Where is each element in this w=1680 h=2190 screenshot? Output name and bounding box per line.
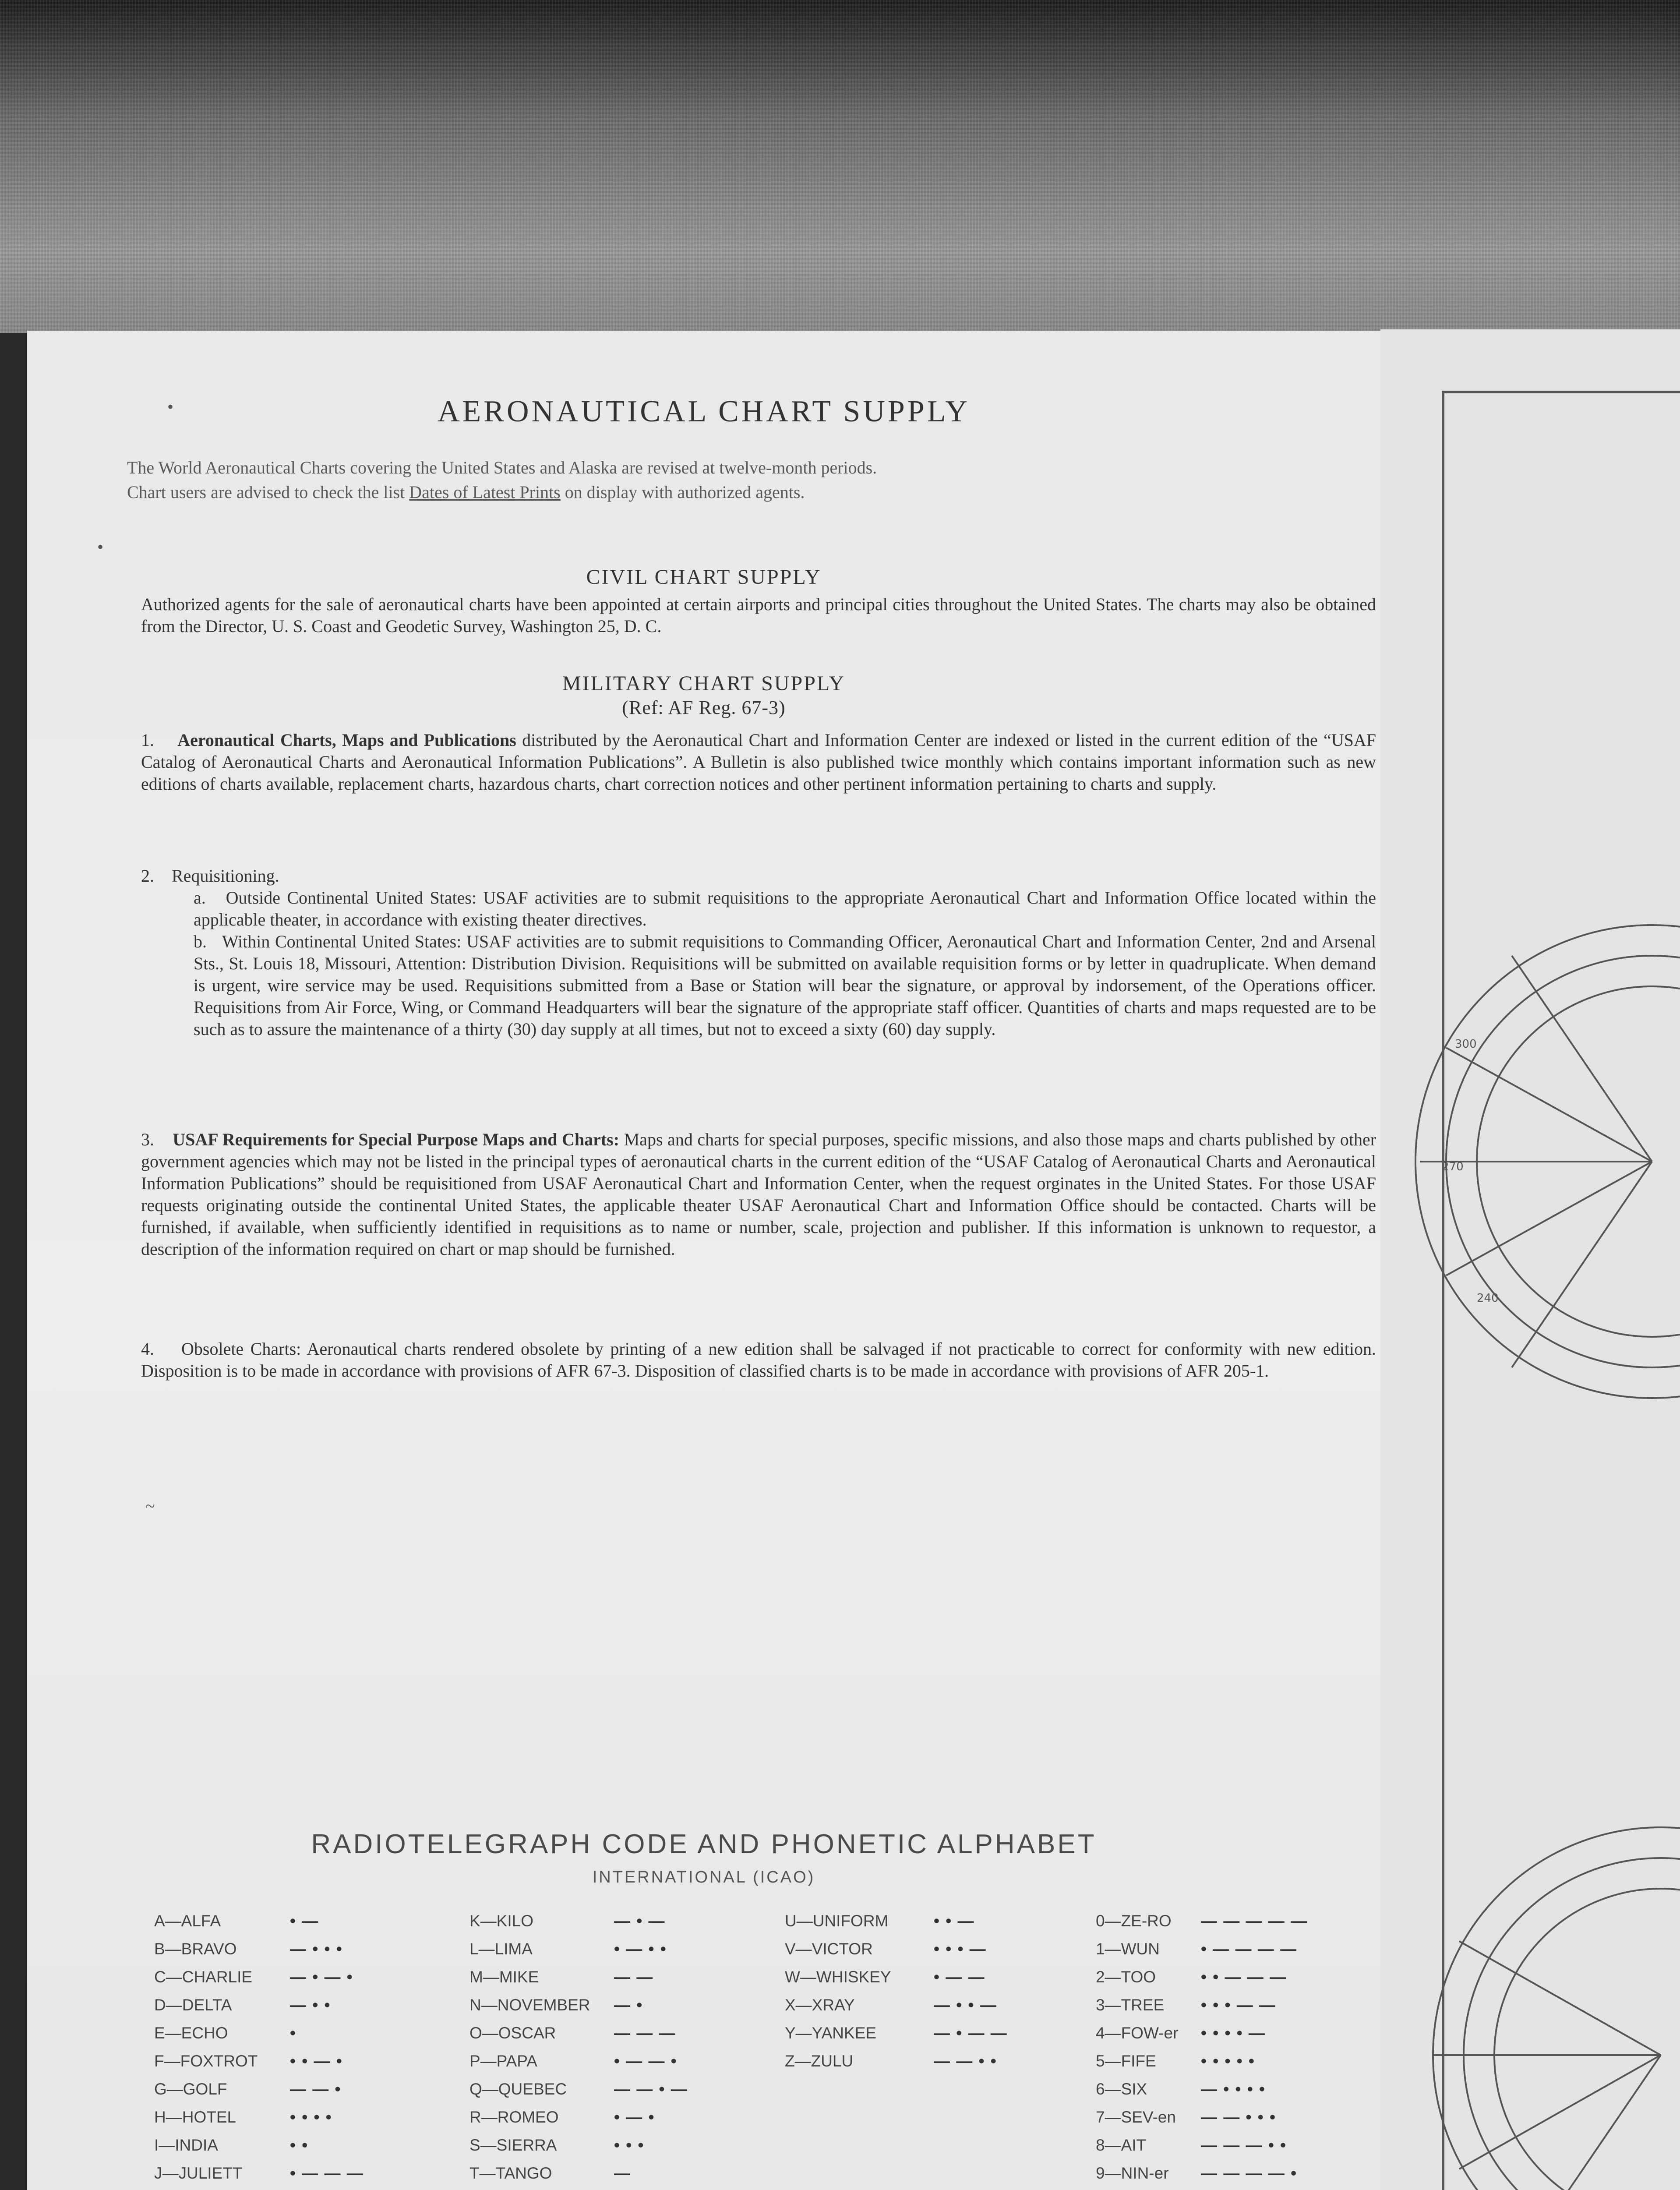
phonetic-label: I—INDIA: [154, 2136, 218, 2154]
code-row: [785, 1940, 1030, 1968]
phonetic-label: H—HOTEL: [154, 2108, 236, 2126]
code-row: [469, 1996, 715, 2024]
phonetic-label: V—VICTOR: [785, 1940, 873, 1958]
stray-mark: ~: [145, 1496, 155, 1516]
stray-mark: •: [97, 537, 104, 557]
phonetic-label: R—ROMEO: [469, 2108, 559, 2126]
svg-text:270: 270: [1442, 1160, 1464, 1173]
morse-code: •: [290, 2024, 296, 2042]
film-border-top: [0, 0, 1680, 333]
morse-code: • — — •: [614, 2052, 678, 2070]
code-row: [154, 2164, 399, 2190]
morse-code: • — • •: [614, 1940, 667, 1958]
morse-code: • — — —: [290, 2164, 364, 2182]
para-number: 4.: [141, 1339, 154, 1359]
phonetic-label: X—XRAY: [785, 1996, 855, 2014]
morse-code: — • — •: [290, 1968, 353, 1986]
code-row: [469, 1968, 715, 1996]
morse-code: • • • — —: [1201, 1996, 1276, 2014]
military-ref: (Ref: AF Reg. 67-3): [622, 697, 786, 718]
morse-code: — • — —: [934, 2024, 1008, 2042]
morse-code: — • • • •: [1201, 2080, 1266, 2098]
morse-code: • • • • •: [1201, 2052, 1255, 2070]
compass-rose-upper: [1380, 811, 1680, 1512]
phonetic-label: J—JULIETT: [154, 2164, 243, 2182]
phonetic-label: M—MIKE: [469, 1968, 539, 1986]
morse-code: — — — — •: [1201, 2164, 1298, 2182]
intro-line-1: The World Aeronautical Charts covering the United States and Alaska are revised at twelve-month periods.: [127, 458, 877, 477]
military-p1: 1. Aeronautical Charts, Maps and Publications distributed by the Aeronautical Chart and Information Center are indexed or listed in the current edition of the “USAF Catalog of Aeronautical Charts and Aeronautical Information Publications”. A Bulletin is also published twice monthly which contains important information such as new editions of charts available, replacement charts, hazardous charts, chart correction notices and other pertinent information pertaining to charts and supply.: [141, 730, 1376, 794]
code-row: [1096, 2108, 1359, 2136]
para-number: 2.: [141, 866, 154, 886]
phonetic-label: O—OSCAR: [469, 2024, 556, 2042]
phonetic-label: S—SIERRA: [469, 2136, 557, 2154]
code-row: [154, 2024, 399, 2052]
compass-rose-lower: [1380, 1810, 1680, 2190]
code-row: [1096, 1968, 1359, 1996]
adjacent-chart-page: [1380, 329, 1680, 2190]
morse-code: • — •: [614, 2108, 655, 2126]
morse-code: — — —: [614, 2024, 676, 2042]
phonetic-label: 1—WUN: [1096, 1940, 1160, 1958]
phonetic-label: 5—FIFE: [1096, 2052, 1156, 2070]
phonetic-label: 6—SIX: [1096, 2080, 1147, 2098]
code-row: [154, 2136, 399, 2164]
phonetic-label: L—LIMA: [469, 1940, 533, 1958]
page-title: AERONAUTICAL CHART SUPPLY: [437, 395, 971, 428]
morse-code: • • •: [614, 2136, 645, 2154]
radio-code-title: RADIOTELEGRAPH CODE AND PHONETIC ALPHABET: [311, 1829, 1097, 1859]
code-row: [1096, 2052, 1359, 2080]
morse-code: • • — •: [290, 2052, 343, 2070]
code-column-2: [469, 1912, 715, 2190]
morse-code: — — • —: [614, 2080, 688, 2098]
code-row: [469, 1912, 715, 1940]
code-column-3: [785, 1912, 1030, 2080]
morse-code: — • —: [614, 1912, 666, 1930]
stray-mark: •: [167, 397, 174, 417]
document-page: [27, 331, 1380, 2190]
intro-line-2: Chart users are advised to check the list Dates of Latest Prints on display with authorized agents.: [127, 482, 805, 502]
phonetic-label: Y—YANKEE: [785, 2024, 877, 2042]
code-row: [785, 1996, 1030, 2024]
phonetic-label: D—DELTA: [154, 1996, 232, 2014]
morse-code: • —: [290, 1912, 319, 1930]
morse-code: • • — — —: [1201, 1968, 1287, 1986]
phonetic-label: 0—ZE-RO: [1096, 1912, 1172, 1930]
phonetic-label: 2—TOO: [1096, 1968, 1156, 1986]
morse-code: — • •: [290, 1996, 331, 2014]
code-row: [469, 2052, 715, 2080]
dates-of-latest-prints: Dates of Latest Prints: [409, 482, 561, 502]
para-number: 3.: [141, 1130, 154, 1149]
morse-code: • — —: [934, 1968, 985, 1986]
code-row: [154, 1996, 399, 2024]
phonetic-label: K—KILO: [469, 1912, 533, 1930]
phonetic-label: P—PAPA: [469, 2052, 537, 2070]
code-row: [1096, 2024, 1359, 2052]
code-row: [469, 2164, 715, 2190]
morse-code: —: [614, 2164, 631, 2182]
code-row: [1096, 1996, 1359, 2024]
civil-heading: CIVIL CHART SUPPLY: [586, 565, 822, 589]
military-p2: 2. Requisitioning. a. Outside Continental United States: USAF activities are to submit requisitions to the appropriate Aeronautical Chart and Information Office located within the applicable theater, in accordance with existing theater directives. b. Within Continental United States: USAF activities are to submit requisitions to Commanding Officer, Aeronautical Chart and Information Center, 2nd and Arsenal Sts., St. Louis 18, Missouri, Attention: Distribution Division. Requisitions will be submitted on available requisition forms or by letter in quadruplicate. When demand is urgent, wire service may be used. Requisitions submitted from a Base or Station will bear the signature, or approval by indorsement, of the Operations officer. Requisitions from Air Force, Wing, or Command Headquarters will bear the signature of the appropriate staff officer. Quantities of charts and maps requested are to be such as to assure the maintenance of a thirty (30) day supply at all times, but not to exceed a sixty (60) day supply.: [141, 866, 1376, 1039]
code-column-1: [154, 1912, 399, 2190]
morse-code: — • • —: [934, 1996, 997, 2014]
para-number: 1.: [141, 730, 154, 750]
morse-code: — — • • •: [1201, 2108, 1276, 2126]
code-row: [469, 2024, 715, 2052]
code-row: [785, 2024, 1030, 2052]
code-row: [469, 2136, 715, 2164]
code-row: [154, 2080, 399, 2108]
code-row: [1096, 2136, 1359, 2164]
phonetic-label: 3—TREE: [1096, 1996, 1165, 2014]
radio-code-subtitle: INTERNATIONAL (ICAO): [592, 1868, 815, 1886]
morse-code: • • • —: [934, 1940, 987, 1958]
morse-code: — — — • •: [1201, 2136, 1287, 2154]
phonetic-label: U—UNIFORM: [785, 1912, 889, 1930]
military-p4: 4. Obsolete Charts: Aeronautical charts rendered obsolete by printing of a new edition shall be salvaged if not practicable to correct for conformity with new edition. Disposition is to be made in accordance with provisions of AFR 67-3. Disposition of classified charts is to be made in accordance with provisions of AFR 205-1.: [141, 1339, 1376, 1381]
military-heading: MILITARY CHART SUPPLY: [562, 672, 846, 695]
morse-code: • — — — —: [1201, 1940, 1298, 1958]
code-row: [154, 1940, 399, 1968]
phonetic-label: C—CHARLIE: [154, 1968, 253, 1986]
svg-text:240: 240: [1477, 1292, 1499, 1305]
morse-code: — — •: [290, 2080, 342, 2098]
morse-code: • • —: [934, 1912, 975, 1930]
code-row: [785, 2052, 1030, 2080]
phonetic-label: W—WHISKEY: [785, 1968, 891, 1986]
morse-code: — • • •: [290, 1940, 343, 1958]
code-row: [469, 1940, 715, 1968]
intro-paragraph: [127, 456, 1353, 505]
civil-paragraph: Authorized agents for the sale of aeronautical charts have been appointed at certain airports and principal cities throughout the United States. The charts may also be obtained from the Director, U. S. Coast and Geodetic Survey, Washington 25, D. C.: [141, 594, 1376, 636]
phonetic-label: 7—SEV-en: [1096, 2108, 1176, 2126]
phonetic-label: G—GOLF: [154, 2080, 227, 2098]
morse-code: • • • •: [290, 2108, 332, 2126]
morse-code: — —: [614, 1968, 654, 1986]
morse-code: • • • • —: [1201, 2024, 1266, 2042]
phonetic-label: Q—QUEBEC: [469, 2080, 567, 2098]
code-row: [154, 2052, 399, 2080]
code-row: [1096, 2080, 1359, 2108]
morse-code: • •: [290, 2136, 309, 2154]
phonetic-label: E—ECHO: [154, 2024, 228, 2042]
code-row: [154, 1968, 399, 1996]
morse-code: — •: [614, 1996, 643, 2014]
code-row: [785, 1968, 1030, 1996]
military-p3: 3. USAF Requirements for Special Purpose Maps and Charts: Maps and charts for special purposes, specific missions, and also those maps and charts published by other government agencies which may not be listed in the principal types of aeronautical charts in the current edition of the “USAF Catalog of Aeronautical Charts and Aeronautical Information Publications” should be requisitioned from USAF Aeronautical Chart and Information Center, when the request orginates in the United States. For those USAF requests originating outside the continental United States, the applicable theater USAF Aeronautical Chart and Information Office should be contacted. Charts will be furnished, if available, when sufficiently identified in requisitions as to name or number, scale, projection and publisher. If this information is unknown to requestor, a description of the information required on chart or map should be furnished.: [141, 1130, 1376, 1259]
phonetic-label: Z—ZULU: [785, 2052, 854, 2070]
code-row: [1096, 1912, 1359, 1940]
phonetic-label: 4—FOW-er: [1096, 2024, 1179, 2042]
phonetic-label: A—ALFA: [154, 1912, 221, 1930]
morse-code: — — — — —: [1201, 1912, 1308, 1930]
phonetic-label: B—BRAVO: [154, 1940, 237, 1958]
phonetic-label: 9—NIN-er: [1096, 2164, 1169, 2182]
phonetic-label: T—TANGO: [469, 2164, 552, 2182]
phonetic-label: F—FOXTROT: [154, 2052, 258, 2070]
code-row: [154, 2108, 399, 2136]
code-column-4: [1096, 1912, 1359, 2190]
morse-code: — — • •: [934, 2052, 997, 2070]
code-row: [154, 1912, 399, 1940]
svg-text:300: 300: [1455, 1038, 1477, 1051]
phonetic-label: 8—AIT: [1096, 2136, 1147, 2154]
code-row: [1096, 2164, 1359, 2190]
code-row: [469, 2108, 715, 2136]
phonetic-label: N—NOVEMBER: [469, 1996, 590, 2014]
code-row: [469, 2080, 715, 2108]
code-row: [785, 1912, 1030, 1940]
code-row: [1096, 1940, 1359, 1968]
